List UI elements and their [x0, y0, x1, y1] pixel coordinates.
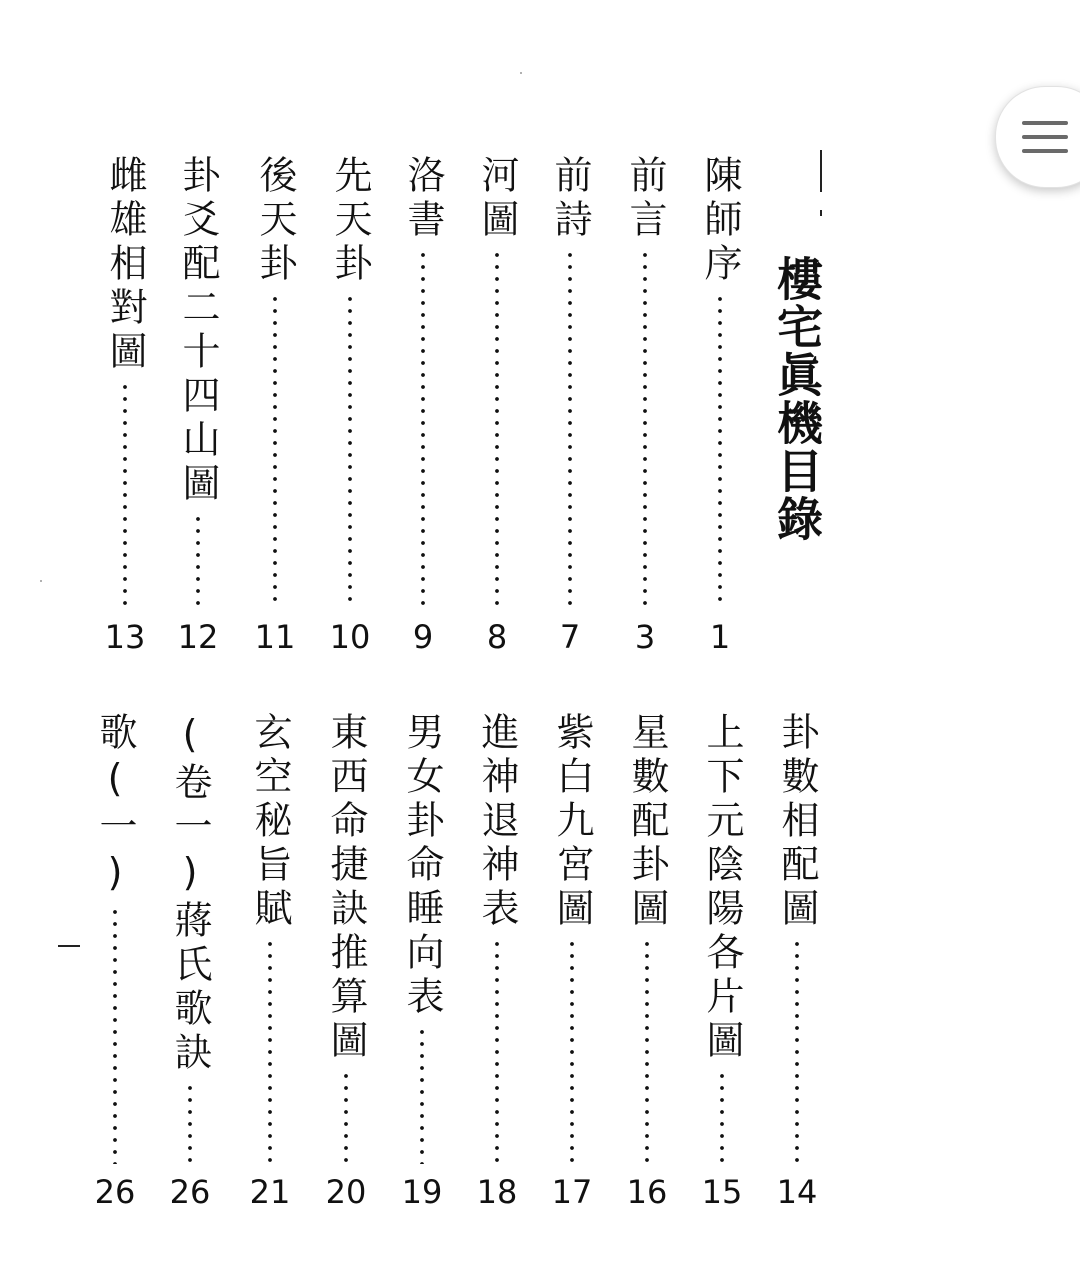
leader-dots	[570, 938, 574, 1164]
toc-entry-title: 男女卦命睡向表	[400, 712, 444, 1020]
toc-entry-page: 12	[177, 618, 219, 656]
leader-dots	[420, 1026, 424, 1164]
toc-entry-title: 河圖	[475, 155, 519, 243]
toc-entry-title: 先天卦	[328, 155, 372, 287]
toc-entry[interactable]	[472, 155, 522, 655]
scan-speck	[40, 580, 42, 582]
toc-entry-page: 9	[412, 618, 434, 656]
toc-entry-page: 15	[701, 1173, 743, 1211]
leader-dots	[568, 249, 572, 609]
leader-dots	[421, 249, 425, 609]
toc-entry-page: 19	[401, 1173, 443, 1211]
toc-entry[interactable]	[695, 155, 745, 655]
toc-entry-title: 雌雄相對圖	[103, 155, 147, 375]
toc-entry[interactable]	[547, 712, 597, 1210]
hamburger-menu-icon	[1022, 121, 1068, 153]
toc-entry-title: 歌(一)	[93, 712, 137, 900]
toc-entry-page: 3	[634, 618, 656, 656]
toc-entry[interactable]	[325, 155, 375, 655]
margin-rule	[820, 150, 822, 192]
leader-dots	[643, 249, 647, 609]
toc-entry[interactable]	[545, 155, 595, 655]
toc-entry[interactable]	[250, 155, 300, 655]
toc-entry-page: 20	[325, 1173, 367, 1211]
toc-entry[interactable]	[100, 155, 150, 655]
leader-dots	[268, 938, 272, 1164]
toc-entry-title: 卦數相配圖	[775, 712, 819, 932]
leader-dots	[495, 938, 499, 1164]
toc-entry-page: 17	[551, 1173, 593, 1211]
leader-dots	[720, 1070, 724, 1164]
leader-dots	[645, 938, 649, 1164]
toc-entry-page: 1	[709, 618, 731, 656]
scan-speck	[520, 72, 522, 74]
toc-entry-title: 前詩	[548, 155, 592, 243]
toc-entry-title: 卦爻配二十四山圖	[176, 155, 220, 507]
toc-entry-page: 26	[94, 1173, 136, 1211]
toc-entry[interactable]	[90, 712, 140, 1210]
toc-entry-title: (卷一)蔣氏歌訣	[168, 712, 212, 1076]
toc-entry-title: 陳師序	[698, 155, 742, 287]
toc-entry[interactable]	[245, 712, 295, 1210]
toc-entry-title: 進神退神表	[475, 712, 519, 932]
toc-entry-page: 16	[626, 1173, 668, 1211]
toc-entry-page: 26	[169, 1173, 211, 1211]
toc-entry[interactable]	[173, 155, 223, 655]
toc-entry[interactable]	[398, 155, 448, 655]
toc-entry[interactable]	[697, 712, 747, 1210]
toc-entry-title: 上下元陰陽各片圖	[700, 712, 744, 1064]
leader-dots	[718, 293, 722, 609]
toc-entry[interactable]	[772, 712, 822, 1210]
leader-dots	[495, 249, 499, 609]
leader-dots	[344, 1070, 348, 1164]
toc-entry-title: 前言	[623, 155, 667, 243]
toc-entry-title: 星數配卦圖	[625, 712, 669, 932]
leader-dots	[123, 381, 127, 609]
menu-button[interactable]	[995, 86, 1080, 188]
toc-entry[interactable]	[472, 712, 522, 1210]
toc-entry-page: 11	[254, 618, 296, 656]
margin-dash	[58, 945, 80, 947]
toc-entry[interactable]	[620, 155, 670, 655]
toc-entry-page: 18	[476, 1173, 518, 1211]
toc-entry[interactable]	[321, 712, 371, 1210]
toc-entry-page: 7	[559, 618, 581, 656]
leader-dots	[113, 906, 117, 1164]
toc-entry[interactable]	[165, 712, 215, 1210]
toc-entry[interactable]	[397, 712, 447, 1210]
leader-dots	[795, 938, 799, 1164]
margin-rule-mark	[820, 210, 822, 216]
toc-entry-title: 玄空秘旨賦	[248, 712, 292, 932]
toc-entry-page: 13	[104, 618, 146, 656]
toc-entry-page: 21	[249, 1173, 291, 1211]
toc-entry[interactable]	[622, 712, 672, 1210]
toc-entry-title: 紫白九宮圖	[550, 712, 594, 932]
toc-entry-page: 10	[329, 618, 371, 656]
toc-entry-title: 後天卦	[253, 155, 297, 287]
leader-dots	[196, 513, 200, 609]
leader-dots	[188, 1082, 192, 1164]
page-title: 樓宅眞機目錄	[770, 255, 824, 543]
toc-entry-page: 14	[776, 1173, 818, 1211]
toc-entry-title: 東西命捷訣推算圖	[324, 712, 368, 1064]
toc-entry-title: 洛書	[401, 155, 445, 243]
leader-dots	[273, 293, 277, 609]
toc-entry-page: 8	[486, 618, 508, 656]
leader-dots	[348, 293, 352, 609]
